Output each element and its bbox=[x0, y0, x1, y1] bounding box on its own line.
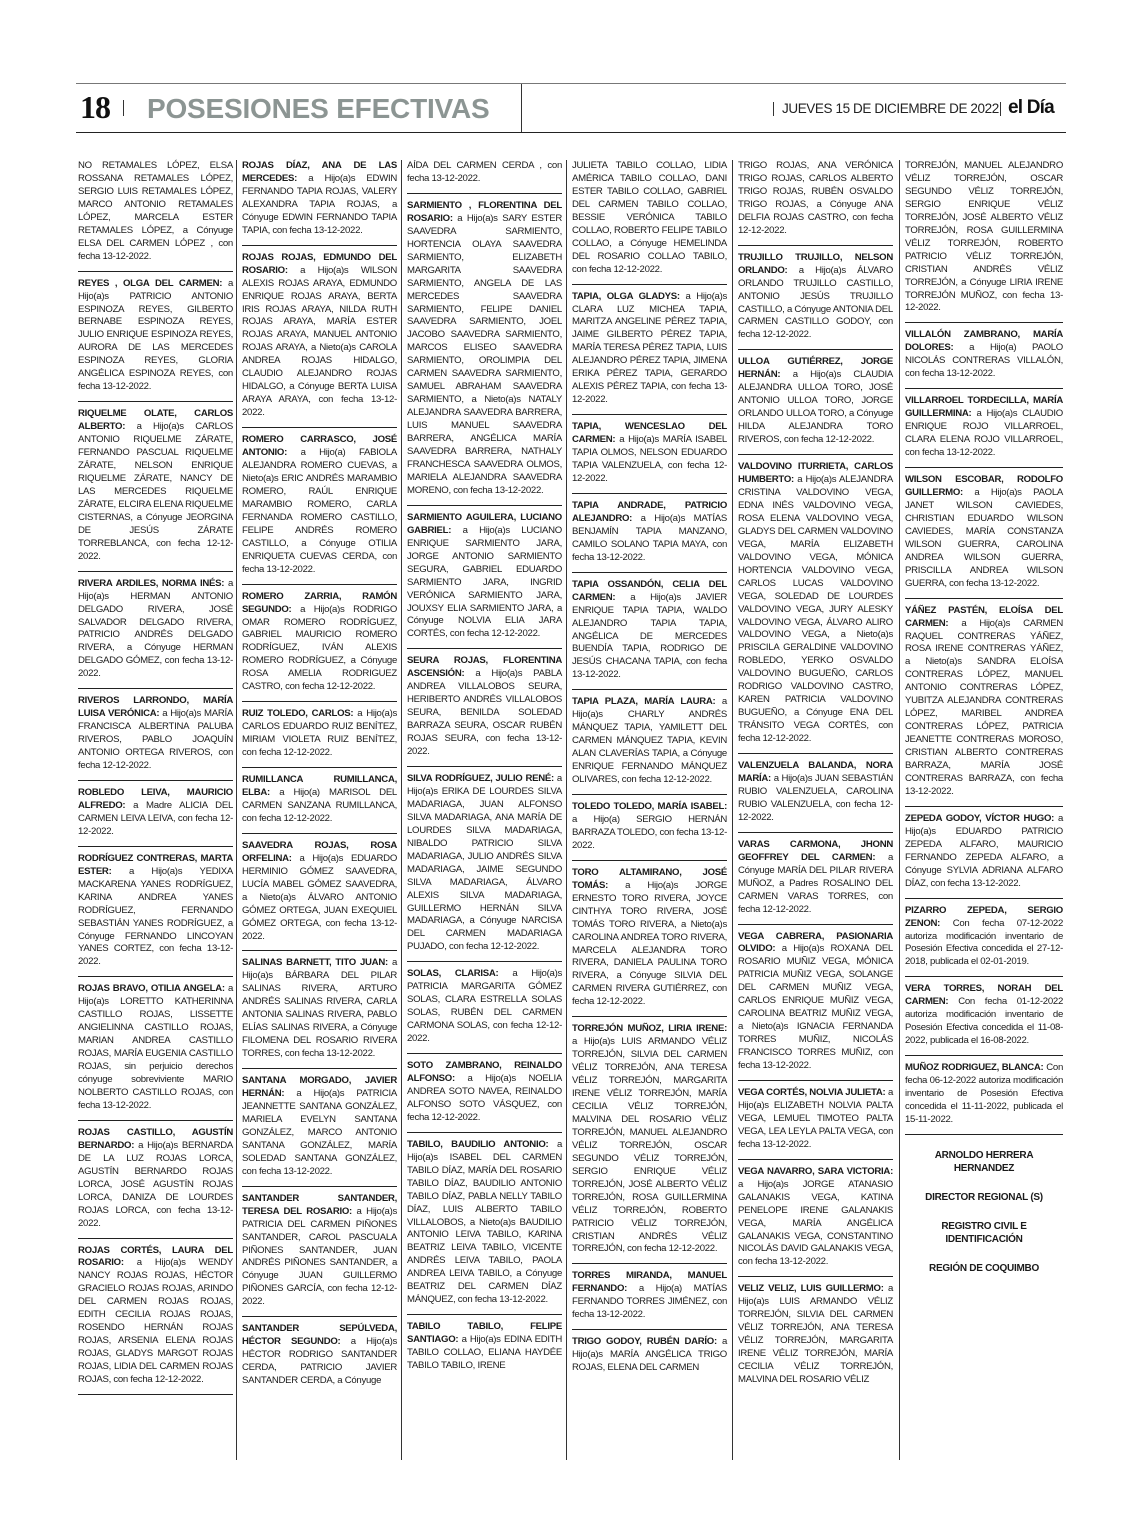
notice-entry bbox=[738, 1283, 893, 1394]
deceased-name: VILLALÓN ZAMBRANO, MARÍA DOLORES: bbox=[905, 329, 1063, 354]
notice-body: a Hijo(a) MATÍAS FERNANDO TORRES JIMÉNEZ, con fecha 13-12-2022. bbox=[572, 1283, 727, 1321]
notice-body: a Hijo(a)s LUIS ARMANDO VÉLIZ TORREJÓN, SILVIA DEL CARMEN VÉLIZ TORREJÓN, ANA TERESA VÉLIZ TORREJÓN, MARGARITA IRENE VÉLIZ TORREJÓN, MARÍA CECILIA VÉLIZ TORREJÓN, MALVINA DEL ROSARIO VÉLIZ TORREJÓN, MANUEL ALEJANDRO VÉLIZ TORREJÓN, OSCAR SEGUNDO VÉLIZ TORREJÓN, SERGIO ENRIQUE VÉLIZ TORREJÓN, JOSÉ ALBERTO VÉLIZ TORREJÓN, ROSA GUILLERMINA VÉLIZ TORREJÓN, ROBERTO PATRICIO VÉLIZ TORREJÓN, CRISTIAN ANDRÉS VÉLIZ TORREJÓN, con fecha 12-12-2022. bbox=[572, 1036, 727, 1255]
page-header bbox=[76, 83, 1066, 133]
deceased-name: VILLARROEL TORDECILLA, MARÍA GUILLERMINA: bbox=[905, 395, 1063, 420]
notice-body: Con fecha 01-12-2022 autoriza modificación inventario de Posesión Efectiva concedida el 11-08-2022, publicada el 16-08-2022. bbox=[905, 996, 1064, 1047]
notice-entry bbox=[572, 421, 727, 494]
notice-entry bbox=[905, 983, 1063, 1056]
notice-entry bbox=[407, 773, 562, 962]
divider bbox=[773, 102, 774, 116]
deceased-name: VELIZ VELIZ, LUIS GUILLERMO: bbox=[738, 1283, 884, 1295]
notice-body: NO RETAMALES LÓPEZ, ELSA ROSSANA RETAMALES LÓPEZ, SERGIO LUIS RETAMALES LÓPEZ, MARCO ANTONIO RETAMALES LÓPEZ, MARCELA ESTER RETAMALES LÓPEZ, a Cónyuge ELSA DEL CARMEN LÓPEZ , con fecha 13-12-2022. bbox=[78, 160, 233, 262]
deceased-name: ROJAS BRAVO, OTILIA ANGELA: bbox=[78, 983, 225, 995]
notice-body: a Hijo(a)s CARLOS ANTONIO RIQUELME ZÁRATE, FERNANDO PASCUAL RIQUELME ZÁRATE, NELSON ENRIQUE RIQUELME ZÁRATE, NANCY DE LAS MERCEDES RIQUELME ZÁRATE, ELCIRA ELENA RIQUELME CISTERNAS, a Cónyuge JEORGINA DE JESÚS ZÁRATE TORREBLANCA, con fecha 12-12-2022. bbox=[78, 421, 233, 562]
notice-body: a Hijo(a)s PATRICIA MARGARITA GÓMEZ SOLAS, CLARA ESTRELLA SOLAS SOLAS, RUBÉN DEL CARMEN CARMONA SOLAS, con fecha 12-12-2022. bbox=[407, 968, 563, 1045]
deceased-name: SOLAS, CLARISA: bbox=[407, 968, 499, 980]
notice-body: a Hijo(a)s JORGE ATANASIO GALANAKIS VEGA, KATINA PENELOPE IRENE GALANAKIS VEGA, MARÍA ANGÉLICA GALANAKIS VEGA, CONSTANTINO NICOLÁS DAVID GALANAKIS VEGA, con fecha 13-12-2022. bbox=[738, 1178, 893, 1268]
signatory-region: REGIÓN DE COQUIMBO bbox=[929, 1262, 1039, 1274]
notice-body: a Hijo(a)s CLAUDIO ENRIQUE ROJO VILLARROEL, CLARA ELENA ROJO VILLARROEL, con fecha 13-12-2022. bbox=[905, 408, 1063, 459]
notice-entry bbox=[242, 957, 397, 1069]
deceased-name: ROJAS CORTÉS, LAURA DEL ROSARIO: bbox=[78, 1244, 233, 1269]
notice-entry bbox=[78, 578, 233, 690]
deceased-name: SARMIENTO AGUILERA, LUCIANO GABRIEL: bbox=[407, 511, 562, 536]
notice-entry bbox=[572, 1336, 727, 1382]
deceased-name: SANTANDER SEPÚLVEDA, HÉCTOR SEGUNDO: bbox=[242, 1323, 397, 1348]
column-5 bbox=[738, 160, 893, 1400]
deceased-name: TOLEDO TOLEDO, MARÍA ISABEL: bbox=[572, 800, 727, 812]
notice-entry bbox=[905, 160, 1063, 323]
notice-body: a Cónyuge MARÍA DEL PILAR RIVERA MUÑOZ, a Padres ROSALINO DEL CARMEN VARAS TORRES, con fecha 12-12-2022. bbox=[738, 851, 894, 915]
notice-entry bbox=[78, 853, 233, 978]
deceased-name: YÁÑEZ PASTÉN, ELOÍSA DEL CARMEN: bbox=[905, 604, 1063, 629]
notice-entry bbox=[572, 1023, 727, 1264]
notice-body: a Hijo(a)s MATÍAS BENJAMÍN TAPIA MANZANO, CAMILO SOLANO TAPIA MAYA, con fecha 13-12-2022. bbox=[572, 512, 727, 563]
notice-body: a Hijo(a)s ROXANA DEL ROSARIO MUÑIZ VEGA, MÓNICA PATRICIA MUÑIZ VEGA, SOLANGE DEL CARMEN MUÑIZ VEGA, CARLOS ENRIQUE MUÑIZ VEGA, CAROLINA BEATRIZ MUÑIZ VEGA, a Nieto(a)s IGNACIA FERNANDA TORRES MUÑIZ, NICOLÁS FRANCISCO TORRES MUÑIZ, con fecha 13-12-2022. bbox=[738, 943, 893, 1072]
notice-entry bbox=[572, 500, 727, 573]
notice-entry bbox=[738, 356, 893, 455]
column-3 bbox=[407, 160, 562, 1386]
deceased-name: TAPIA PLAZA, MARÍA LAURA: bbox=[572, 696, 716, 708]
notice-entry bbox=[905, 605, 1063, 807]
notice-entry bbox=[572, 696, 727, 795]
notice-entry bbox=[78, 160, 233, 272]
deceased-name: SALINAS BARNETT, TITO JUAN: bbox=[242, 957, 388, 969]
deceased-name: SANTANDER SANTANDER, TERESA DEL ROSARIO: bbox=[242, 1192, 397, 1217]
notice-entry bbox=[242, 434, 397, 584]
notice-body: a Hijo(a)s LUCIANO ENRIQUE SARMIENTO JARA, JORGE ANTONIO SARMIENTO SEGURA, GABRIEL EDUARDO SARMIENTO JARA, INGRID VERÓNICA SARMIENTO JARA, JOUXSY ELIA SARMIENTO JARA, a Cónyuge NOLVIA ELIA JARA CORTÉS, con fecha 12-12-2022. bbox=[407, 524, 562, 640]
notice-entry bbox=[407, 512, 562, 650]
notice-body: a Hijo(a)s JUAN SEBASTIÁN RUBIO VALENZUELA, CAROLINA RUBIO VALENZUELA, con fecha 12-12-2022. bbox=[738, 772, 894, 823]
notice-body: a Hijo(a) SERGIO HERNÁN BARRAZA TOLEDO, con fecha 13-12-2022. bbox=[572, 813, 727, 851]
notice-body: a Hijo(a) MARISOL DEL CARMEN SANZANA RUMILLANCA, con fecha 12-12-2022. bbox=[242, 786, 397, 824]
column-divider bbox=[732, 160, 733, 1460]
deceased-name: VARAS CARMONA, JHONN GEOFFREY DEL CARMEN: bbox=[738, 838, 893, 863]
notice-entry bbox=[572, 867, 727, 1017]
column-2 bbox=[242, 160, 397, 1401]
deceased-name: VEGA NAVARRO, SARA VICTORIA: bbox=[738, 1165, 893, 1177]
notice-entry bbox=[242, 160, 397, 246]
notice-body: a Hijo(a)s EDUARDO PATRICIO ZEPEDA ALFARO, MAURICIO FERNANDO ZEPEDA ALFARO, a Cónyuge SYLVIA ADRIANA ALFARO DÍAZ, con fecha 13-12-2022. bbox=[905, 812, 1064, 889]
notice-entry bbox=[905, 474, 1063, 599]
deceased-name: SARMIENTO , FLORENTINA DEL ROSARIO: bbox=[407, 199, 562, 224]
notice-entry bbox=[738, 1087, 893, 1160]
deceased-name: SOTO ZAMBRANO, REINALDO ALFONSO: bbox=[407, 1060, 562, 1084]
notice-body: a Hijo(a)s ÁLVARO ORLANDO TRUJILLO CASTILLO, ANTONIO JESÚS TRUJILLO CASTILLO, a Cónyuge ANTONIA DEL CARMEN CASTILLO GODOY, con fecha 12-12-2022. bbox=[738, 264, 893, 341]
notice-body: Con fecha 07-12-2022 autoriza modificación inventario de Posesión Efectiva concedida el 27-12-2018, publicada el 02-01-2019. bbox=[905, 917, 1064, 968]
notice-entry bbox=[78, 1245, 233, 1395]
notice-entry bbox=[407, 1321, 562, 1380]
notice-body: a Hijo(a)s YEDIXA MACKARENA YANES RODRÍGUEZ, KARINA ANDREA YANES RODRÍGUEZ, FERNANDO SEBASTIÁN YANES RODRÍGUEZ, a Cónyuge FERNANDO LINCOYAN YANES CORTEZ, con fecha 13-12-2022. bbox=[78, 865, 233, 968]
deceased-name: TAPIA, OLGA GLADYS: bbox=[572, 290, 680, 302]
notice-body: a Hijo(a)s BERNARDA DE LA LUZ ROJAS LORCA, AGUSTÍN BERNARDO ROJAS LORCA, JOSÉ AGUSTÍN ROJAS LORCA, DANIZA DE LOURDES ROJAS LORCA, con fecha 13-12-2022. bbox=[78, 1139, 233, 1229]
deceased-name: ROJAS CASTILLO, AGUSTÍN BERNARDO: bbox=[78, 1126, 233, 1151]
notice-entry bbox=[78, 1127, 233, 1239]
signatory-name: ARNOLDO HERRERA HERNANDEZ bbox=[934, 1149, 1034, 1174]
deceased-name: TAPIA ANDRADE, PATRICIO ALEJANDRO: bbox=[572, 499, 727, 524]
notice-body: a Hijo(a)s HÉCTOR RODRIGO SANTANDER CERDA, PATRICIO JAVIER SANTANDER CERDA, a Cónyuge bbox=[242, 1336, 397, 1387]
column-divider bbox=[236, 160, 237, 1460]
deceased-name: VEGA CORTÉS, NOLVIA JULIETA: bbox=[738, 1087, 886, 1098]
notice-entry bbox=[905, 395, 1063, 468]
notice-body: a Hijo(a)s PATRICIO ANTONIO ESPINOZA REYES, GILBERTO BERNABE ESPINOZA REYES, JULIO ENRIQUE ESPINOZA REYES, AURORA DE LAS MERCEDES ESPINOZA REYES, GLORIA ANGÉLICA ESPINOZA REYES, con fecha 13-12-2022. bbox=[78, 277, 233, 393]
page-number: 18 bbox=[80, 89, 110, 125]
deceased-name: TABILO TABILO, FELIPE SANTIAGO: bbox=[407, 1321, 562, 1346]
notice-entry bbox=[242, 1323, 397, 1395]
notice-body: a Hijo(a)s SARY ESTER SAAVEDRA SARMIENTO, HORTENCIA OLAYA SAAVEDRA SARMIENTO, ELIZABETH MARGARITA SAAVEDRA SARMIENTO, ANGELA DE LAS MERCEDES SAAVEDRA SARMIENTO, FELIPE DANIEL SAAVEDRA SARMIENTO, JOEL JACOBO SAAVEDRA SARMIENTO, MARCOS ELISEO SAAVEDRA SARMIENTO, OROLIMPIA DEL CARMEN SAAVEDRA SARMIENTO, SAMUEL ABRAHAM SAAVEDRA SARMIENTO, a Nieto(a)s NATALY ALEJANDRA SAAVEDRA BARRERA, LUIS MANUEL SAAVEDRA BARRERA, ANGÉLICA MARÍA SAAVEDRA BARRERA, NATHALY FRANCHESCA SAAVEDRA OLMOS, MARIELA ALEJANDRA SAAVEDRA MORENO, con fecha 13-12-2022. bbox=[407, 212, 563, 496]
deceased-name: SAAVEDRA ROJAS, ROSA ORFELINA: bbox=[242, 839, 397, 864]
notice-entry bbox=[78, 787, 233, 847]
notice-body: JULIETA TABILO COLLAO, LIDIA AMÉRICA TABILO COLLAO, DANI ESTER TABILO COLLAO, GABRIEL DEL CARMEN TABILO COLLAO, BESSIE VERÓNICA TABILO COLLAO, ROBERTO FELIPE TABILO COLLAO, a Cónyuge HEMELINDA DEL ROSARIO COLLAO TABILO, con fecha 12-12-2022. bbox=[572, 160, 727, 275]
notice-entry bbox=[905, 329, 1063, 389]
notice-entry bbox=[738, 760, 893, 833]
notice-body: a Hijo(a)s ELIZABETH NOLVIA PALTA VEGA, LEMUEL TIMOTEO PALTA VEGA, LEA LEYLA PALTA VEGA, con fecha 13-12-2022. bbox=[738, 1087, 894, 1150]
notice-entry bbox=[242, 591, 397, 703]
notice-entry bbox=[738, 931, 893, 1081]
notice-entry bbox=[242, 1075, 397, 1187]
notice-entry bbox=[242, 840, 397, 952]
notice-body: a Hijo(a)s CLARA LUZ MICHEA TAPIA, MARITZA ANGELINE PÉREZ TAPIA, JAIME GILBERTO PÉREZ TAPIA, MARÍA TERESA PÉREZ TAPIA, LUIS ALEJANDRO PÉREZ TAPIA, JIMENA ERIKA PÉREZ TAPIA, GERARDO ALEXIS PÉREZ TAPIA, con fecha 13-12-2022. bbox=[572, 290, 728, 406]
notice-body: a Hijo(a)s LORETTO KATHERINNA CASTILLO ROJAS, LISSETTE ANGIELINNA CASTILLO ROJAS, MARIAN ANDREA CASTILLO ROJAS, MARÍA EUGENIA CASTILLO ROJAS, sin perjuicio derechos cónyuge sobreviviente MARIO NOLBERTO CASTILLO ROJAS, con fecha 13-12-2022. bbox=[78, 983, 233, 1111]
notice-body: a Hijo(a)s PABLA ANDREA VILLALOBOS SEURA, HERIBERTO ANDRÉS VILLALOBOS SEURA, BENILDA SOLEDAD BARRAZA SEURA, OSCAR RUBÉN ROJAS SEURA, con fecha 13-12-2022. bbox=[407, 668, 562, 758]
notice-body: a Hijo(a)s ERIKA DE LOURDES SILVA MADARIAGA, JUAN ALFONSO SILVA MADARIAGA, ANA MARÍA DE LOURDES SILVA MADARIAGA, NIBALDO PATRICIO SILVA MADARIAGA, JULIO ANDRÉS SILVA MADARIAGA, JAIME SEGUNDO SILVA MADARIAGA, ÁLVARO ALEXIS SILVA MADARIAGA, GUILLERMO HERNÁN SILVA MADARIAGA, a Cónyuge NARCISA DEL CARMEN MADARIAGA PUJADO, con fecha 12-12-2022. bbox=[407, 772, 562, 953]
deceased-name: RIVEROS LARRONDO, MARÍA LUISA VERÓNICA: bbox=[78, 695, 233, 720]
notice-body: AÍDA DEL CARMEN CERDA , con fecha 13-12-2022. bbox=[407, 160, 562, 184]
notice-entry bbox=[242, 708, 397, 768]
notice-body: a Hijo(a)s CARMEN RAQUEL CONTRERAS YÁÑEZ, ROSA IRENE CONTRERAS YÁÑEZ, a Nieto(a)s SANDRA ELOÍSA CONTRERAS LÓPEZ, MANUEL ANTONIO CONTRERAS LÓPEZ, YUBITZA ALEJANDRA CONTRERAS LÓPEZ, MARIBEL ANDREA CONTRERAS LÓPEZ, PATRICIA JEANETTE CONTRERAS MOROSO, CRISTIAN ALBERTO CONTRERAS BARRAZA, MARÍA JOSÉ CONTRERAS BARRAZA, con fecha 13-12-2022. bbox=[905, 617, 1063, 797]
deceased-name: MUÑOZ RODRIGUEZ, BLANCA: bbox=[905, 1062, 1044, 1074]
deceased-name: SILVA RODRÍGUEZ, JULIO RENÉ: bbox=[407, 772, 554, 784]
deceased-name: TORREJÓN MUÑOZ, LIRIA IRENE: bbox=[572, 1023, 727, 1035]
deceased-name: TRUJILLO TRUJILLO, NELSON ORLANDO: bbox=[738, 251, 893, 276]
notice-body: a Hijo(a)s JAVIER ENRIQUE TAPIA TAPIA, WALDO ALEJANDRO TAPIA TAPIA, ANGÉLICA DE MERCEDES BUENDÍA TAPIA, RODRIGO DE JESÚS CHACANA TAPIA, con fecha 13-12-2022. bbox=[572, 591, 727, 681]
signature-block bbox=[905, 1149, 1063, 1275]
deceased-name: TRIGO GODOY, RUBÉN DARÍO: bbox=[572, 1336, 717, 1348]
notice-body: a Hijo(a)s CHARLY ANDRÉS MÁNQUEZ TAPIA, YAMILETT DEL CARMEN MÁNQUEZ TAPIA, KEVIN ALAN CLAVERÍAS TAPIA, a Cónyuge ENRIQUE FERNANDO MÁNQUEZ OLIVARES, con fecha 12-12-2022. bbox=[572, 696, 727, 786]
notice-body: a Hijo(a)s PATRICIA DEL CARMEN PIÑONES SANTANDER, CAROL PASCUALA PIÑONES SANTANDER, JUAN ANDRÉS PIÑONES SANTANDER, a Cónyuge JUAN GUILLERMO PIÑONES GARCÍA, con fecha 12-12-2022. bbox=[242, 1205, 397, 1308]
notice-entry bbox=[407, 655, 562, 767]
notice-body: a Hijo(a)s EDWIN FERNANDO TAPIA ROJAS, VALERY ALEXANDRA TAPIA ROJAS, a Cónyuge EDWIN FERNANDO TAPIA TAPIA, con fecha 13-12-2022. bbox=[242, 172, 397, 236]
notice-body: a Hijo(a)s MARÍA ANGÉLICA TRIGO ROJAS, ELENA DEL CARMEN bbox=[572, 1336, 727, 1374]
deceased-name: RUMILLANCA RUMILLANCA, ELBA: bbox=[242, 774, 397, 798]
deceased-name: TORO ALTAMIRANO, JOSÉ TOMÁS: bbox=[572, 866, 727, 891]
deceased-name: ROJAS ROJAS, EDMUNDO DEL ROSARIO: bbox=[242, 251, 397, 276]
notice-body: a Hijo(a)s JORGE ERNESTO TORO RIVERA, JOYCE CINTHYA TORO RIVERA, JOSÉ TOMÁS TORO RIVERA, a Nieto(a)s CAROLINA ANDREA TORO RIVERA, MARCELA ALEJANDRA TORO RIVERA, DANIELA PAULINA TORO RIVERA, a Cónyuge SILVIA DEL CARMEN RIVERA GUTIÉRREZ, con fecha 12-12-2022. bbox=[572, 879, 727, 1008]
notice-entry bbox=[78, 983, 233, 1121]
deceased-name: VALENZUELA BALANDA, NORA MARÍA: bbox=[738, 760, 893, 784]
column-divider bbox=[566, 160, 567, 1460]
section-title: POSESIONES EFECTIVAS bbox=[147, 93, 490, 124]
notice-entry bbox=[738, 160, 893, 246]
notice-body: a Hijo(a)s CARLOS EDUARDO RUIZ BENÍTEZ, MIRIAM VIOLETA RUIZ BENÍTEZ, con fecha 12-12-2022. bbox=[242, 708, 398, 759]
deceased-name: TAPIA OSSANDÓN, CELIA DEL CARMEN: bbox=[572, 578, 727, 603]
notice-entry bbox=[738, 252, 893, 351]
notice-entry bbox=[738, 839, 893, 925]
deceased-name: RODRÍGUEZ CONTRERAS, MARTA ESTER: bbox=[78, 852, 233, 877]
divider bbox=[1000, 102, 1001, 116]
deceased-name: ZEPEDA GODOY, VÍCTOR HUGO: bbox=[905, 812, 1055, 824]
column-6 bbox=[905, 160, 1063, 1291]
notice-entry bbox=[407, 160, 562, 194]
signatory-title: DIRECTOR REGIONAL (S) bbox=[925, 1191, 1043, 1203]
notice-entry bbox=[78, 278, 233, 403]
notice-entry bbox=[242, 252, 397, 428]
deceased-name: VEGA CABRERA, PASIONARIA OLVIDO: bbox=[738, 930, 893, 955]
notice-entry bbox=[407, 200, 562, 506]
notice-body: a Hijo(a)s LUIS ARMANDO VÉLIZ TORREJÓN, SILVIA DEL CARMEN VÉLIZ TORREJÓN, ANA TERESA VÉLIZ TORREJÓN, MARGARITA IRENE VÉLIZ TORREJÓN, MARÍA CECILIA VÉLIZ TORREJÓN, MALVINA DEL ROSARIO VÉLIZ bbox=[738, 1283, 893, 1386]
divider bbox=[123, 100, 124, 116]
deceased-name: VALDOVINO ITURRIETA, CARLOS HUMBERTO: bbox=[738, 461, 893, 486]
notice-body: a Hijo(a)s ALEJANDRA CRISTINA VALDOVINO VEGA, EDNA INÉS VALDOVINO VEGA, ROSA ELENA VALDOVINO VEGA, GLADYS DEL CARMEN VALDOVINO VEGA, MARÍA ELIZABETH VALDOVINO VEGA, MÓNICA HORTENCIA VALDOVINO VEGA, CARLOS LUCAS VALDOVINO VEGA, SOLEDAD DE LOURDES VALDOVINO VEGA, JURY ALESKY VALDOVINO VEGA, ÁLVARO ALIRO VALDOVINO VEGA, a Nieto(a)s PRISCILA GERALDINE VALDOVINO ROBLEDO, YERKO OSVALDO VALDOVINO BUGUEÑO, CARLOS RODRIGO VALDOVINO CASTRO, KAREN PATRICIA VALDOVINO BUGUEÑO, a Cónyuge ENA DEL TRÁNSITO VEGA CORTÉS, con fecha 12-12-2022. bbox=[738, 474, 893, 745]
notice-body: a Hijo(a)s ISABEL DEL CARMEN TABILO DÍAZ, MARÍA DEL ROSARIO TABILO DÍAZ, BAUDILIO ANTONIO TABILO DÍAZ, PABLA NELLY TABILO DÍAZ, LUIS ALBERTO TABILO VILLALOBOS, a Nieto(a)s BAUDILIO ANTONIO LEIVA TABILO, KARINA BEATRIZ LEIVA TABILO, VICENTE ANDRÉS LEIVA TABILO, PAOLA ANDREA LEIVA TABILO, a Cónyuge BEATRIZ DEL CARMEN DÍAZ MÁNQUEZ, con fecha 13-12-2022. bbox=[407, 1138, 562, 1306]
signatory-office: REGISTRO CIVIL E IDENTIFICACIÓN bbox=[941, 1220, 1027, 1245]
notice-entry bbox=[738, 461, 893, 754]
notice-body: a Hijo(a)s MARÍA ISABEL TAPIA OLMOS, NELSON EDUARDO TAPIA VALENZUELA, con fecha 12-12-2022. bbox=[572, 434, 727, 484]
deceased-name: RUIZ TOLEDO, CARLOS: bbox=[242, 708, 354, 720]
column-divider bbox=[899, 160, 900, 1460]
notice-body: a Hijo(a)s EDINA EDITH TABILO COLLAO, ELIANA HAYDÉE TABILO TABILO, IRENE bbox=[407, 1334, 562, 1372]
deceased-name: RIQUELME OLATE, CARLOS ALBERTO: bbox=[78, 408, 233, 433]
notice-entry bbox=[572, 801, 727, 861]
notice-body: a Hijo(a)s EDUARDO HERMINIO GÓMEZ SAAVEDRA, LUCÍA MABEL GÓMEZ SAAVEDRA, a Nieto(a)s ÁLVARO ANTONIO GÓMEZ ORTEGA, JUAN EXEQUIEL GÓMEZ ORTEGA, con fecha 13-12-2022. bbox=[242, 852, 398, 942]
column-1 bbox=[78, 160, 233, 1401]
deceased-name: ROBLEDO LEIVA, MAURICIO ALFREDO: bbox=[78, 786, 233, 811]
issue-date: JUEVES 15 DE DICIEMBRE DE 2022 bbox=[782, 101, 999, 116]
notice-entry bbox=[78, 695, 233, 781]
deceased-name: TORRES MIRANDA, MANUEL FERNANDO: bbox=[572, 1270, 727, 1295]
deceased-name: TAPIA, WENCESLAO DEL CARMEN: bbox=[572, 421, 727, 446]
deceased-name: VERA TORRES, NORAH DEL CARMEN: bbox=[905, 983, 1063, 1008]
notice-entry bbox=[572, 1270, 727, 1330]
notice-body: a Hijo(a)s NOELIA ANDREA SOTO NAVEA, REINALDO ALFONSO SOTO VÁSQUEZ, con fecha 12-12-2022. bbox=[407, 1073, 562, 1123]
column-4 bbox=[572, 160, 727, 1388]
notice-entry bbox=[407, 1139, 562, 1315]
deceased-name: ROMERO ZARRIA, RAMÓN SEGUNDO: bbox=[242, 590, 397, 615]
notice-body: a Hijo(a)s CLAUDIA ALEJANDRA ULLOA TORO, JOSÉ ANTONIO ULLOA TORO, JORGE ORLANDO ULLOA TORO, a Cónyuge HILDA ALEJANDRA TORO RIVEROS, con fecha 12-12-2022. bbox=[738, 369, 894, 446]
newspaper-logo: el Día bbox=[1008, 97, 1054, 118]
deceased-name: SANTANA MORGADO, JAVIER HERNÁN: bbox=[242, 1075, 397, 1100]
column-divider bbox=[401, 160, 402, 1460]
deceased-name: TABILO, BAUDILIO ANTONIO: bbox=[407, 1138, 549, 1150]
deceased-name: SEURA ROJAS, FLORENTINA ASCENSIÓN: bbox=[407, 655, 562, 680]
notice-body: a Hijo(a)s HERMAN ANTONIO DELGADO RIVERA, JOSÉ SALVADOR DELGADO RIVERA, PATRICIO ANDRÉS DELGADO RIVERA, a Cónyuge HERMAN DELGADO GÓMEZ, con fecha 13-12-2022. bbox=[78, 577, 233, 680]
notice-entry bbox=[242, 774, 397, 834]
notice-entry bbox=[242, 1193, 397, 1318]
notice-body: a Hijo(a)s MARÍA FRANCISCA ALBERTINA PALUBA RIVEROS, PABLO JOAQUÍN ANTONIO ORTEGA RIVEROS, con fecha 12-12-2022. bbox=[78, 708, 233, 772]
notice-entry bbox=[738, 1166, 893, 1278]
deceased-name: ROMERO CARRASCO, JOSÉ ANTONIO: bbox=[242, 434, 397, 459]
notice-entry bbox=[572, 579, 727, 691]
notice-entry bbox=[407, 1060, 562, 1133]
notice-body: a Hijo(a)s PAOLA JANET WILSON CAVIEDES, CHRISTIAN EDUARDO WILSON CAVIEDES, MARÍA CONSTANZA WILSON GUERRA, CAROLINA ANDREA WILSON GUERRA, PRISCILLA ANDREA WILSON GUERRA, con fecha 13-12-2022. bbox=[905, 486, 1063, 589]
deceased-name: RIVERA ARDILES, NORMA INÉS: bbox=[78, 577, 225, 589]
notice-entry bbox=[905, 905, 1063, 978]
deceased-name: REYES , OLGA DEL CARMEN: bbox=[78, 277, 223, 289]
notice-entry bbox=[572, 291, 727, 416]
notice-body: a Hijo(a)s BÁRBARA DEL PILAR SALINAS RIVERA, ARTURO ANDRÉS SALINAS RIVERA, CARLA ANTONIA SALINAS RIVERA, PABLO ELÍAS SALINAS RIVERA, a Cónyuge FILOMENA DEL ROSARIO RIVERA TORRES, con fecha 13-12-2022. bbox=[242, 957, 397, 1060]
notice-entry bbox=[78, 408, 233, 571]
notice-body: a Madre ALICIA DEL CARMEN LEIVA LEIVA, con fecha 12-12-2022. bbox=[78, 799, 234, 837]
notice-body: a Hijo(a) PAOLO NICOLÁS CONTRERAS VILLALÓN, con fecha 13-12-2022. bbox=[905, 342, 1063, 380]
notice-body: a Hijo(a)s RODRIGO OMAR ROMERO RODRÍGUEZ, GABRIEL MAURICIO ROMERO RODRÍGUEZ, IVÁN ALEXIS ROMERO RODRÍGUEZ, a Cónyuge ROSA AMELIA RODRIGUEZ CASTRO, con fecha 12-12-2022. bbox=[242, 603, 398, 693]
notice-entry bbox=[407, 968, 562, 1054]
notice-entry bbox=[905, 1062, 1063, 1135]
deceased-name: ULLOA GUTIÉRREZ, JORGE HERNÁN: bbox=[738, 356, 893, 381]
notice-body: TRIGO ROJAS, ANA VERÓNICA TRIGO ROJAS, CARLOS ALBERTO TRIGO ROJAS, RUBÉN OSVALDO TRIGO ROJAS, a Cónyuge ANA DELFIA ROJAS CASTRO, con fecha 12-12-2022. bbox=[738, 160, 893, 236]
notice-body: a Hijo(a)s WENDY NANCY ROJAS ROJAS, HÉCTOR GRACIELO ROJAS ROJAS, ARINDO DEL CARMEN ROJAS ROJAS, EDITH CECILIA ROJAS ROJAS, ROSENDO HERNÁN ROJAS ROJAS, ARSENIA ELENA ROJAS ROJAS, GLADYS MARGOT ROJAS ROJAS, LIDIA DEL CARMEN ROJAS ROJAS, con fecha 12-12-2022. bbox=[78, 1257, 233, 1386]
notice-body: a Hijo(a) FABIOLA ALEJANDRA ROMERO CUEVAS, a Nieto(a)s ERIC ANDRÉS MARAMBIO ROMERO, RAÚL ENRIQUE MARAMBIO ROMERO, CARLA FERNANDA ROMERO CASTILLO, FELIPE ANDRÉS ROMERO CASTILLO, a Cónyuge OTILIA ENRIQUETA CUEVAS CERDA, con fecha 13-12-2022. bbox=[242, 447, 397, 575]
deceased-name: WILSON ESCOBAR, RODOLFO GUILLERMO: bbox=[905, 474, 1063, 498]
deceased-name: PIZARRO ZEPEDA, SERGIO ZENON: bbox=[905, 904, 1063, 929]
notice-entry bbox=[572, 160, 727, 285]
deceased-name: ROJAS DÍAZ, ANA DE LAS MERCEDES: bbox=[242, 160, 397, 184]
divider bbox=[521, 84, 522, 132]
notice-entry bbox=[905, 813, 1063, 899]
notice-body: a Hijo(a)s PATRICIA JEANNETTE SANTANA GONZÁLEZ, MARIELA EVELYN SANTANA GONZÁLEZ, MARCO ANTONIO SANTANA GONZÁLEZ, MARÍA SOLEDAD SANTANA GONZÁLEZ, con fecha 13-12-2022. bbox=[242, 1088, 397, 1177]
notice-body: TORREJÓN, MANUEL ALEJANDRO VÉLIZ TORREJÓN, OSCAR SEGUNDO VÉLIZ TORREJÓN, SERGIO ENRIQUE VÉLIZ TORREJÓN, JOSÉ ALBERTO VÉLIZ TORREJÓN, ROSA GUILLERMINA VÉLIZ TORREJÓN, ROBERTO PATRICIO VÉLIZ TORREJÓN, CRISTIAN ANDRÉS VÉLIZ TORREJÓN, a Cónyuge LIRIA IRENE TORREJÓN MUÑOZ, con fecha 13-12-2022. bbox=[905, 160, 1063, 314]
notice-body: Con fecha 06-12-2022 autoriza modificación inventario de Posesión Efectiva concedida el 11-11-2022, publicada el 15-11-2022. bbox=[905, 1062, 1063, 1125]
notice-body: a Hijo(a)s WILSON ALEXIS ROJAS ARAYA, EDMUNDO ENRIQUE ROJAS ARAYA, BERTA IRIS ROJAS ARAYA, NILDA RUTH ROJAS ARAYA, MARÍA ESTER ROJAS ARAYA, MANUEL ANTONIO ROJAS ARAYA, a Nieto(a)s CAROLA ANDREA ROJAS HIDALGO, CLAUDIO ALEJANDRO ROJAS HIDALGO, a Cónyuge BERTA LUISA ARAYA ARAYA, con fecha 13-12-2022. bbox=[242, 264, 397, 419]
